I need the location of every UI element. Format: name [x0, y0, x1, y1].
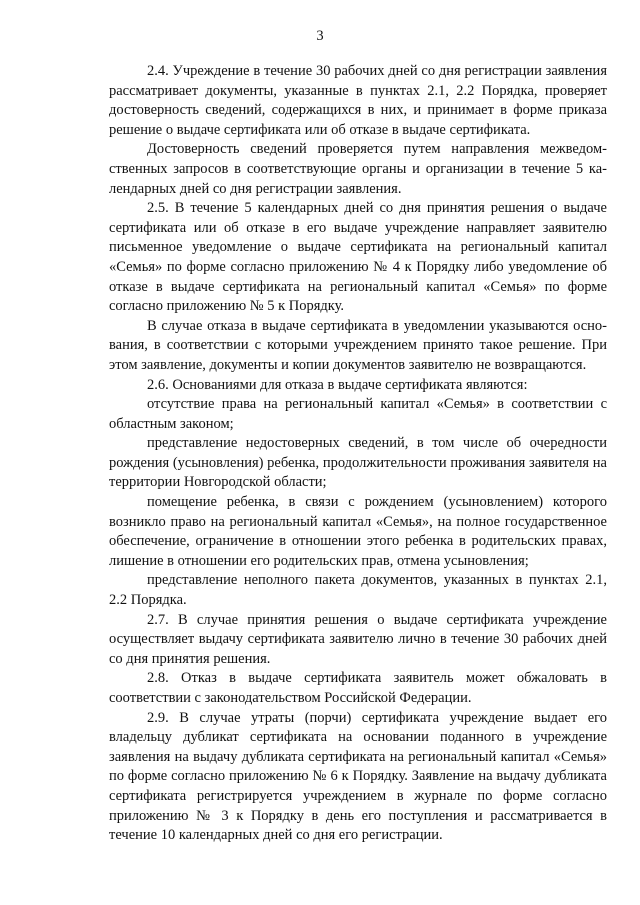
paragraph-2-9: 2.9. В случае утраты (порчи) сертификата учреждение выдает его владельцу дубликат сертификата на основании поданного в учреждение заявления на выдачу дубликата сертификата на региональный капитал «Семья» по форме согласно приложению № 6 к Порядку. Заявление на выдачу дубликата сертификата регистрируется учреждением в журнале по форме согласно приложению № 3 к Порядку в день его поступления и рассматривается в течение 10 календарных дней со дня его регистрации.: [109, 709, 607, 844]
paragraph-2-5: 2.5. В течение 5 календарных дней со дня принятия решения о выдаче сертификата или об отказе в его выдаче учреждение направляет заявителю письменное уведомление о выдаче сертификата на региональный капитал «Семья» по форме согласно приложению № 4 к Порядку либо уведомление об отказе в выдаче сертификата на региональный капитал «Семья» по форме согласно приложению № 5 к Порядку.: [109, 200, 607, 315]
list-item-false-info: представление недостоверных сведений, в том числе об очередности рождения (усыновления) ребенка, продолжительности проживания заявителя на территории Новгородской области;: [109, 435, 607, 491]
paragraph-2-7: 2.7. В случае принятия решения о выдаче сертификата учреждение осуществляет выдачу сертификата заявителю лично в течение 30 рабочих дней со дня принятия решения.: [109, 611, 607, 667]
paragraph-2-4: 2.4. Учреждение в течение 30 рабочих дней со дня регистрации заявления рассматривает документы, указанные в пунктах 2.1, 2.2 Порядка, проверяет достоверность сведений, содержащихся в них, и принимает в форме приказа решение о выдаче сертификата или об отказе в выдаче сертификата.: [109, 63, 607, 138]
paragraph-verification: Достоверность сведений проверяется путем направления межведомственных запросов в соответствующие органы и организации в течение 5 календарных дней со дня регистрации заявления.: [109, 141, 607, 197]
paragraph-2-6: 2.6. Основаниями для отказа в выдаче сертификата являются:: [147, 376, 528, 393]
document-body: [109, 62, 607, 846]
list-item-no-right: отсутствие права на региональный капитал «Семья» в соответствии с областным законом;: [109, 396, 607, 432]
list-item-child-placement: помещение ребенка, в связи с рождением (усыновлением) которого возникло право на региональный капитал «Семья», на полное государственное обеспечение, ограничение в отношении этого ребенка в родительских правах, лишение в отношении его родительских прав, отмена усыновления;: [109, 494, 607, 569]
page-number: 3: [316, 28, 324, 44]
paragraph-2-8: 2.8. Отказ в выдаче сертификата заявитель может обжаловать в соответствии с законодательством Российской Федерации.: [109, 670, 607, 706]
list-item-incomplete-docs: представление неполного пакета документов, указанных в пунктах 2.1, 2.2 Порядка.: [109, 572, 607, 609]
paragraph-refusal-notice: В случае отказа в выдаче сертификата в уведомлении указываются основания, в соответствии с которыми учреждением принято такое решение. При этом заявление, документы и копии документов заявителю не возвращаются.: [109, 317, 607, 373]
